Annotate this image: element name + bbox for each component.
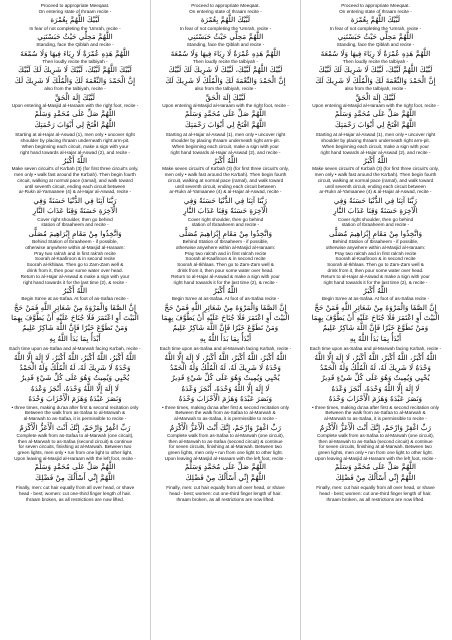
arabic-dua: لَبَّيْكَ اللَّهُمَّ بِعُمْرَة bbox=[50, 15, 100, 25]
arabic-dua: رَبِّ اغْفِرْ وَارْحَمْ، إِنَّكَ أَنْتَ الْأَعَزُّ الْأَكْرَمُ bbox=[169, 422, 282, 432]
instruction: men only • walk fast around the Ka'bah). Then begin fourth bbox=[14, 172, 136, 178]
instruction: Between the walk from as-Safaa to al-Marwah & bbox=[325, 410, 426, 416]
guide-column-3 bbox=[300, 0, 450, 640]
instruction: Starting at al-Hajar al-Aswad (1), men only • uncover right bbox=[315, 132, 436, 138]
arabic-dua: اللَّهُمَّ صَلِّ عَلَى مُحَمَّدٍ وَسَلِّمْ bbox=[34, 109, 116, 119]
instruction: Then loudly recite the talbiyah - bbox=[342, 59, 409, 65]
title-line: On entering state of Ihraam recite - bbox=[339, 8, 412, 14]
arabic-dua: اللَّهُمَّ مَحِلِّي حَيْثُ حَبَسْتَنِي bbox=[337, 31, 414, 41]
instruction: Cover right shoulder, then go behind bbox=[37, 216, 113, 222]
instruction: Begin Sa'ee at as-Safaa. At foot of as-Safaa recite - bbox=[21, 296, 129, 302]
arabic-dua: أَبْدَأُ بِمَا بَدَأَ اللَّهُ بِهِ bbox=[49, 333, 101, 343]
instruction: Between the walk from as-Safaa to al-Marwah & bbox=[24, 410, 126, 416]
arabic-dua: لَبَّيْكَ إِلَهَ الْحَقِّ bbox=[205, 92, 246, 102]
instruction: • three times, making du'aa after first & second recitation only bbox=[11, 404, 139, 410]
title-line: Proceed to appropriate Meeqaat. bbox=[191, 3, 260, 8]
arabic-dua: رَبَّنَا آتِنَا فِي الدُّنْيَا حَسَنَةً وَفِي bbox=[333, 195, 418, 205]
arabic-dua: اللَّهُمَّ إِنِّي أَسْأَلُكَ مِنْ فَضْلِكَ bbox=[335, 472, 416, 482]
instruction: Behind Station of Ibraaheem - if possible, bbox=[182, 239, 269, 245]
arabic-dua: إِنَّ الصَّفَا وَالْمَرْوَةَ مِنْ شَعَائِرِ اللَّهِ فَمَنْ حَجَّ bbox=[314, 302, 437, 312]
arabic-dua: رَبَّنَا آتِنَا فِي الدُّنْيَا حَسَنَةً وَفِي bbox=[33, 195, 117, 205]
instruction: Ihraam broken, as all restrictions are now lifted. bbox=[176, 496, 275, 502]
instruction: head - best; women: cut one-third finger length of hair. bbox=[18, 490, 132, 496]
instruction: shoulder by placing Ihraam underneath right arm-pit. bbox=[321, 137, 430, 143]
instruction: men only • walk fast around the Ka'bah). Then begin fourth bbox=[314, 172, 437, 178]
instruction: Soorah al-Ikhlaas. Then go to Zam-Zam well & bbox=[26, 262, 124, 268]
instruction: In fear of not completing the 'Umrah, recite - bbox=[179, 25, 272, 31]
instruction: When beginning each circuit, make a sign with your bbox=[21, 143, 129, 149]
instruction: until seventh circuit, ending each circuit between bbox=[325, 183, 426, 189]
instruction: right hand towards it for the last time (2), & recite - bbox=[23, 279, 127, 285]
instruction: also from the talbiyah, recite - bbox=[344, 86, 407, 92]
arabic-dua: يُحْيِي وَيُمِيتُ وَهُوَ عَلَى كُلِّ شَيْءٍ قَدِيرٌ bbox=[321, 373, 430, 383]
arabic-dua: الْبَيْتَ أَوِ اعْتَمَرَ فَلَا جُنَاحَ عَلَيْهِ أَنْ يَطَّوَّفَ بِهِمَا bbox=[11, 313, 139, 323]
arabic-dua: وَاتَّخِذُوا مِنْ مَقَامِ إِبْرَاهِيمَ مُصَلًّى bbox=[328, 228, 423, 238]
instruction: Soorah al-Ikhlaas. Then go to Zam-Zam well & bbox=[327, 262, 424, 268]
arabic-dua: اللَّهُمَّ إِنِّي أَسْأَلُكَ مِنْ فَضْلِكَ bbox=[35, 472, 115, 482]
instruction: also from the talbiyah, recite - bbox=[194, 86, 257, 92]
arabic-dua: الْبَيْتَ أَوِ اعْتَمَرَ فَلَا جُنَاحَ عَلَيْهِ أَنْ يَطَّوَّفَ بِهِمَا bbox=[161, 313, 290, 323]
instruction: Ihraam broken, as all restrictions are now lifted. bbox=[326, 496, 425, 502]
instruction: drink from it, then pour some water over head. bbox=[177, 268, 274, 273]
instruction: al-Marwah to as-Safaa, it is permissible to recite - bbox=[324, 416, 427, 422]
title-line: On entering state of Ihraam recite - bbox=[189, 8, 262, 14]
instruction: al-Marwah to as-Safaa, it is permissible to recite - bbox=[23, 416, 127, 422]
arabic-dua: رَبِّ اغْفِرْ وَارْحَمْ، إِنَّكَ أَنْتَ الْأَعَزُّ الْأَكْرَمُ bbox=[19, 422, 131, 432]
instruction: Ihraam broken, as all restrictions are now lifted. bbox=[25, 496, 125, 502]
arabic-dua: اللَّهُمَّ مَحِلِّي حَيْثُ حَبَسْتَنِي bbox=[37, 31, 113, 41]
instruction: circuit, walking at normal pace (ramal), and walk toward bbox=[317, 177, 434, 183]
arabic-dua: لَبَّيْكَ اللَّهُمَّ لَبَّيْكَ، لَبَّيْكَ لَا شَرِيكَ لَكَ لَبَّيْكَ bbox=[18, 65, 132, 75]
instruction: • three times, making du'aa after first & second recitation only bbox=[161, 404, 290, 410]
instruction: station of Ibraaheem and recite - bbox=[341, 222, 410, 228]
instruction: head - best; women: cut one-third finger length of hair. bbox=[319, 490, 432, 496]
arabic-dua: لَا إِلَهَ إِلَّا اللَّهُ وَحْدَهُ، أَنْجَزَ وَعْدَهُ bbox=[181, 383, 270, 393]
instruction: Complete walk from as-Safaa to al-Marwah (one circuit), bbox=[167, 432, 284, 438]
arabic-dua: لَا إِلَهَ إِلَّا اللَّهُ وَحْدَهُ، أَنْجَزَ وَعْدَهُ bbox=[30, 383, 120, 393]
instruction: until seventh circuit, ending each circuit between bbox=[175, 183, 276, 189]
instruction: circuit, walking at normal pace (ramal), and walk toward bbox=[17, 177, 133, 183]
arabic-dua: رَبِّ اغْفِرْ وَارْحَمْ، إِنَّكَ أَنْتَ الْأَعَزُّ الْأَكْرَمُ bbox=[319, 422, 432, 432]
instruction: Standing, face the Qiblah and recite - bbox=[186, 42, 265, 48]
arabic-dua: وَاتَّخِذُوا مِنْ مَقَامِ إِبْرَاهِيمَ مُصَلًّى bbox=[28, 228, 122, 238]
arabic-dua: يُحْيِي وَيُمِيتُ وَهُوَ عَلَى كُلِّ شَيْءٍ قَدِيرٌ bbox=[171, 373, 280, 383]
instruction: Finally, men: cut hair equally from all over head, or shave bbox=[316, 485, 435, 491]
guide-column-2 bbox=[150, 0, 300, 640]
arabic-dua: رَبَّنَا آتِنَا فِي الدُّنْيَا حَسَنَةً وَفِي bbox=[183, 195, 268, 205]
arabic-dua: وَحْدَهُ لَا شَرِيكَ لَهُ، لَهُ الْمُلْكُ وَلَهُ الْحَمْدُ bbox=[169, 363, 282, 373]
instruction: Return to al-Hajar al-Aswad & make a sign with your bbox=[171, 273, 280, 279]
instruction: ar-Rukn al-Yamaanee (4) & al-Hajar al-Aswad, recite - bbox=[319, 189, 432, 195]
instruction: Complete walk from as-Safaa to al-Marwah (one circuit), bbox=[317, 432, 434, 438]
instruction: Make seven circuit's of Ka'bah (3) (for first three circuit's only, bbox=[162, 166, 289, 172]
arabic-dua: اللَّهُمَّ مَحِلِّي حَيْثُ حَبَسْتَنِي bbox=[187, 31, 264, 41]
arabic-dua: إِنَّ الصَّفَا وَالْمَرْوَةَ مِنْ شَعَائِرِ اللَّهِ فَمَنْ حَجَّ bbox=[164, 302, 287, 312]
arabic-dua: وَحْدَهُ لَا شَرِيكَ لَهُ، لَهُ الْمُلْكُ وَلَهُ الْحَمْدُ bbox=[319, 363, 432, 373]
instruction: Each time upon as-Safaa and al-Marwah facing Ka'bah, recite - bbox=[309, 346, 442, 352]
arabic-dua: اللَّهُمَّ افْتَحْ لِي أَبْوَابَ رَحْمَتِكَ bbox=[185, 119, 266, 129]
instruction: for seven circuits, finishing at al-Marwah. Between two bbox=[169, 444, 282, 450]
instruction: men only • walk fast around the Ka'bah). Then begin fourth bbox=[164, 172, 287, 178]
instruction: Complete walk from as-Safaa to al-Marwah (one circuit), bbox=[16, 432, 134, 438]
arabic-dua: اللَّهُمَّ هَذِهِ عُمْرَةٌ لَا رِيَاءَ فِيهَا وَلَا سُمْعَةَ bbox=[320, 48, 431, 58]
arabic-dua: وَاتَّخِذُوا مِنْ مَقَامِ إِبْرَاهِيمَ مُصَلًّى bbox=[178, 228, 273, 238]
arabic-dua: اللَّهُمَّ صَلِّ عَلَى مُحَمَّدٍ وَسَلِّمْ bbox=[334, 109, 417, 119]
arabic-dua: اللَّهُ أَكْبَرُ، اللَّهُ أَكْبَرُ، اللَّهُ أَكْبَرُ، لَا إِلَهَ إِلَّا اللَّهُ bbox=[164, 352, 287, 362]
instruction: Starting at al-Hajar al-Aswad (1), men only • uncover right bbox=[15, 132, 135, 138]
instruction: Then loudly recite the talbiyah - bbox=[42, 59, 108, 65]
arabic-dua: الْآخِرَةِ حَسَنَةً وَقِنَا عَذَابَ النَّارِ bbox=[333, 206, 418, 216]
arabic-dua: اللَّهُمَّ صَلِّ عَلَى مُحَمَّدٍ وَسَلِّمْ bbox=[184, 462, 267, 472]
arabic-dua: الْآخِرَةِ حَسَنَةً وَقِنَا عَذَابَ النَّارِ bbox=[183, 206, 268, 216]
instruction: Upon leaving al-Masjid al-Haraam with the left foot, recite - bbox=[14, 456, 136, 462]
arabic-dua: اللَّهُمَّ افْتَحْ لِي أَبْوَابَ رَحْمَتِكَ bbox=[34, 119, 116, 129]
instruction: ar-Rukn al-Yamaanee (4) & al-Hajar al-Aswad, recite - bbox=[169, 189, 282, 195]
instruction: otherwise anywhere within al-Masjid al-Haraam: bbox=[25, 244, 125, 250]
arabic-dua: وَمَنْ تَطَوَّعَ خَيْرًا فَإِنَّ اللَّهَ شَاكِرٌ عَلِيمٌ bbox=[172, 323, 279, 333]
arabic-dua: اللَّهُ أَكْبَرُ bbox=[62, 155, 88, 165]
arabic-dua: لَا إِلَهَ إِلَّا اللَّهُ وَحْدَهُ، أَنْجَزَ وَعْدَهُ bbox=[331, 383, 420, 393]
instruction: Cover right shoulder, then go behind bbox=[337, 216, 414, 222]
instruction: Behind Station of Ibraaheem - if possible, bbox=[32, 239, 118, 245]
guide-column-1 bbox=[0, 0, 150, 640]
arabic-dua: لَبَّيْكَ اللَّهُمَّ لَبَّيْكَ، لَبَّيْكَ لَا شَرِيكَ لَكَ لَبَّيْكَ bbox=[168, 65, 283, 75]
instruction: Make seven circuit's of Ka'bah (3) (for first three circuit's only, bbox=[312, 166, 439, 172]
instruction: Soorah al-Ikhlaas. Then go to Zam-Zam well & bbox=[177, 262, 274, 268]
instruction: Upon leaving al-Masjid al-Haraam with the left foot, recite - bbox=[164, 456, 287, 462]
instruction: green lights, men only • run from one light to other light. bbox=[168, 450, 283, 456]
instruction: right hand towards al-Hajar al-Aswad (2), and recite - bbox=[320, 149, 431, 155]
instruction: Make seven circuit's of Ka'bah (3) (for first three circuit's only, bbox=[11, 166, 139, 172]
arabic-dua: أَبْدَأُ بِمَا بَدَأَ اللَّهُ بِهِ bbox=[349, 333, 402, 343]
instruction: until seventh circuit, ending each circuit between bbox=[24, 183, 126, 189]
instruction: Finally, men: cut hair equally from all over head, or shave bbox=[15, 485, 135, 491]
arabic-dua: إِنَّ الصَّفَا وَالْمَرْوَةَ مِنْ شَعَائِرِ اللَّهِ فَمَنْ حَجَّ bbox=[13, 302, 137, 312]
instruction: Standing, face the Qiblah and recite - bbox=[336, 42, 415, 48]
instruction: Pray two rak'ah and in first rak'ah recite bbox=[184, 250, 267, 256]
arabic-dua: اللَّهُ أَكْبَرُ bbox=[363, 155, 388, 165]
instruction: When beginning each circuit, make a sign with your bbox=[172, 143, 279, 149]
arabic-dua: اللَّهُمَّ صَلِّ عَلَى مُحَمَّدٍ وَسَلِّمْ bbox=[184, 109, 267, 119]
arabic-dua: لَبَّيْكَ اللَّهُمَّ بِعُمْرَة bbox=[200, 15, 251, 25]
arabic-dua: اللَّهُ أَكْبَرُ، اللَّهُ أَكْبَرُ، اللَّهُ أَكْبَرُ، لَا إِلَهَ إِلَّا اللَّهُ bbox=[13, 352, 137, 362]
instruction: Then loudly recite the talbiyah - bbox=[192, 59, 259, 65]
instruction: Standing, face the Qiblah and recite - bbox=[36, 42, 114, 48]
instruction: Soorah al-Kaafiroon & in second recite bbox=[335, 256, 416, 262]
instruction: right hand towards it for the last time (2), & recite - bbox=[323, 279, 428, 285]
instruction: also from the talbiyah, recite - bbox=[44, 86, 106, 92]
arabic-dua: لَبَّيْكَ إِلَهَ الْحَقِّ bbox=[54, 92, 95, 102]
arabic-dua: اللَّهُمَّ صَلِّ عَلَى مُحَمَّدٍ وَسَلِّمْ bbox=[334, 462, 417, 472]
arabic-dua: أَبْدَأُ بِمَا بَدَأَ اللَّهُ بِهِ bbox=[199, 333, 252, 343]
instruction: for seven circuits, finishing at al-Marwah. Between two bbox=[18, 444, 132, 450]
arabic-dua: إِنَّ الْحَمْدَ وَالنِّعْمَةَ لَكَ وَالْمُلْكَ لَا شَرِيكَ لَكَ bbox=[165, 75, 286, 85]
instruction: shoulder by placing Ihraam underneath right arm-pit. bbox=[20, 137, 130, 143]
instruction: Begin Sa'ee at as-Safaa. At foot of as-Safaa recite - bbox=[171, 296, 280, 302]
arabic-dua: وَمَنْ تَطَوَّعَ خَيْرًا فَإِنَّ اللَّهَ شَاكِرٌ عَلِيمٌ bbox=[322, 323, 429, 333]
arabic-dua: اللَّهُمَّ صَلِّ عَلَى مُحَمَّدٍ وَسَلِّمْ bbox=[34, 462, 116, 472]
arabic-dua: لَبَّيْكَ اللَّهُمَّ لَبَّيْكَ، لَبَّيْكَ لَا شَرِيكَ لَكَ لَبَّيْكَ bbox=[318, 65, 433, 75]
instruction: Upon leaving al-Masjid al-Haraam with the left foot, recite - bbox=[314, 456, 437, 462]
instruction: Each time upon as-Safaa and al-Marwah facing Ka'bah, recite - bbox=[9, 346, 141, 352]
arabic-dua: وَنَصَرَ عَبْدَهُ وَهَزَمَ الْأَحْزَابَ وَحْدَهُ bbox=[328, 394, 423, 404]
instruction: Each time upon as-Safaa and al-Marwah facing Ka'bah, recite - bbox=[159, 346, 292, 352]
arabic-dua: وَنَصَرَ عَبْدَهُ وَهَزَمَ الْأَحْزَابَ وَحْدَهُ bbox=[28, 394, 122, 404]
arabic-dua: اللَّهُ أَكْبَرُ، اللَّهُ أَكْبَرُ، اللَّهُ أَكْبَرُ، لَا إِلَهَ إِلَّا اللَّهُ bbox=[314, 352, 437, 362]
instruction: Upon entering al-Masjid al-Haraam with the right foot, recite - bbox=[312, 103, 439, 108]
instruction: right hand towards al-Hajar al-Aswad (2), and recite - bbox=[170, 149, 281, 155]
title-line: Proceed to appropriate Meeqaat. bbox=[40, 3, 110, 8]
arabic-dua: لَبَّيْكَ اللَّهُمَّ بِعُمْرَة bbox=[350, 15, 401, 25]
arabic-dua: وَمَنْ تَطَوَّعَ خَيْرًا فَإِنَّ اللَّهَ شَاكِرٌ عَلِيمٌ bbox=[22, 323, 128, 333]
instruction: In fear of not completing the 'Umrah, recite - bbox=[329, 25, 422, 31]
instruction: Soorah al-Kaafiroon & in second recite bbox=[34, 256, 116, 262]
instruction: • three times, making du'aa after first & second recitation only bbox=[311, 404, 440, 410]
instruction: Pray two rak'ah and in first rak'ah recite bbox=[334, 250, 417, 256]
instruction: then al-Marwah to as-Safaa (second circuit) & continue bbox=[17, 438, 133, 444]
instruction: Soorah al-Kaafiroon & in second recite bbox=[185, 256, 266, 262]
instruction: circuit, walking at normal pace (ramal), and walk toward bbox=[167, 177, 284, 183]
instruction: shoulder by placing Ihraam underneath right arm-pit. bbox=[171, 137, 280, 143]
arabic-dua: اللَّهُمَّ هَذِهِ عُمْرَةٌ لَا رِيَاءَ فِيهَا وَلَا سُمْعَةَ bbox=[170, 48, 281, 58]
instruction: Upon entering al-Masjid al-Haraam with the right foot, recite - bbox=[11, 103, 139, 108]
arabic-dua: اللَّهُ أَكْبَرُ bbox=[213, 155, 238, 165]
arabic-dua: الْآخِرَةِ حَسَنَةً وَقِنَا عَذَابَ النَّارِ bbox=[32, 206, 118, 216]
arabic-dua: إِنَّ الْحَمْدَ وَالنِّعْمَةَ لَكَ وَالْمُلْكَ لَا شَرِيكَ لَكَ bbox=[14, 75, 136, 85]
instruction: right hand towards al-Hajar al-Aswad (2), and recite - bbox=[20, 149, 130, 155]
instruction: for seven circuits, finishing at al-Marwah. Between two bbox=[319, 444, 432, 450]
arabic-dua: اللَّهُمَّ إِنِّي أَسْأَلُكَ مِنْ فَضْلِكَ bbox=[185, 472, 266, 482]
instruction: head - best; women: cut one-third finger length of hair. bbox=[169, 490, 282, 496]
instruction: green lights, men only • run from one light to other light. bbox=[17, 450, 133, 456]
instruction: Return to al-Hajar al-Aswad & make a sign with your bbox=[321, 273, 430, 279]
instruction: drink from it, then pour some water over head. bbox=[27, 268, 123, 273]
instruction: station of Ibraaheem and recite - bbox=[41, 222, 109, 228]
instruction: otherwise anywhere within al-Masjid al-Haraam: bbox=[175, 244, 276, 250]
instruction: then al-Marwah to as-Safaa (second circuit) & continue bbox=[318, 438, 433, 444]
arabic-dua: اللَّهُ أَكْبَرُ bbox=[62, 285, 88, 295]
instruction: ar-Rukn al-Yamaanee (4) & al-Hajar al-Aswad, recite - bbox=[18, 189, 132, 195]
instruction: Starting at al-Hajar al-Aswad (1), men only • uncover right bbox=[165, 132, 286, 138]
instruction: Behind Station of Ibraaheem - if possible, bbox=[332, 239, 419, 245]
arabic-dua: إِنَّ الْحَمْدَ وَالنِّعْمَةَ لَكَ وَالْمُلْكَ لَا شَرِيكَ لَكَ bbox=[315, 75, 436, 85]
instruction: station of Ibraaheem and recite - bbox=[191, 222, 260, 228]
arabic-dua: يُحْيِي وَيُمِيتُ وَهُوَ عَلَى كُلِّ شَيْءٍ قَدِيرٌ bbox=[20, 373, 130, 383]
arabic-dua: اللَّهُ أَكْبَرُ bbox=[363, 285, 388, 295]
instruction: Finally, men: cut hair equally from all over head, or shave bbox=[166, 485, 285, 491]
instruction: otherwise anywhere within al-Masjid al-Haraam: bbox=[325, 244, 426, 250]
arabic-dua: اللَّهُ أَكْبَرُ bbox=[213, 285, 238, 295]
instruction: Upon entering al-Masjid al-Haraam with the right foot, recite - bbox=[162, 103, 289, 108]
instruction: Return to al-Hajar al-Aswad & make a sign with your bbox=[20, 273, 130, 279]
arabic-dua: وَحْدَهُ لَا شَرِيكَ لَهُ، لَهُ الْمُلْكُ وَلَهُ الْحَمْدُ bbox=[19, 363, 131, 373]
instruction: al-Marwah to as-Safaa, it is permissible to recite - bbox=[174, 416, 277, 422]
arabic-dua: اللَّهُمَّ افْتَحْ لِي أَبْوَابَ رَحْمَتِكَ bbox=[335, 119, 416, 129]
instruction: Pray two rak'ah and in first rak'ah recite bbox=[34, 250, 116, 256]
instruction: In fear of not completing the 'Umrah, recite - bbox=[29, 25, 121, 31]
instruction: right hand towards it for the last time (2), & recite - bbox=[173, 279, 278, 285]
arabic-dua: وَنَصَرَ عَبْدَهُ وَهَزَمَ الْأَحْزَابَ وَحْدَهُ bbox=[178, 394, 273, 404]
arabic-dua: لَبَّيْكَ إِلَهَ الْحَقِّ bbox=[355, 92, 396, 102]
arabic-dua: اللَّهُمَّ هَذِهِ عُمْرَةٌ لَا رِيَاءَ فِيهَا وَلَا سُمْعَةَ bbox=[20, 48, 130, 58]
instruction: green lights, men only • run from one light to other light. bbox=[318, 450, 433, 456]
title-line: On entering state of Ihraam recite - bbox=[38, 8, 112, 14]
instruction: drink from it, then pour some water over head. bbox=[327, 268, 424, 273]
arabic-dua: الْبَيْتَ أَوِ اعْتَمَرَ فَلَا جُنَاحَ عَلَيْهِ أَنْ يَطَّوَّفَ بِهِمَا bbox=[311, 313, 440, 323]
instruction: When beginning each circuit, make a sign with your bbox=[322, 143, 429, 149]
instruction: Between the walk from as-Safaa to al-Marwah & bbox=[175, 410, 276, 416]
title-line: Proceed to appropriate Meeqaat. bbox=[341, 3, 410, 8]
instruction: Begin Sa'ee at as-Safaa. At foot of as-Safaa recite - bbox=[321, 296, 430, 302]
instruction: then al-Marwah to as-Safaa (second circuit) & continue bbox=[168, 438, 283, 444]
instruction: Cover right shoulder, then go behind bbox=[187, 216, 264, 222]
